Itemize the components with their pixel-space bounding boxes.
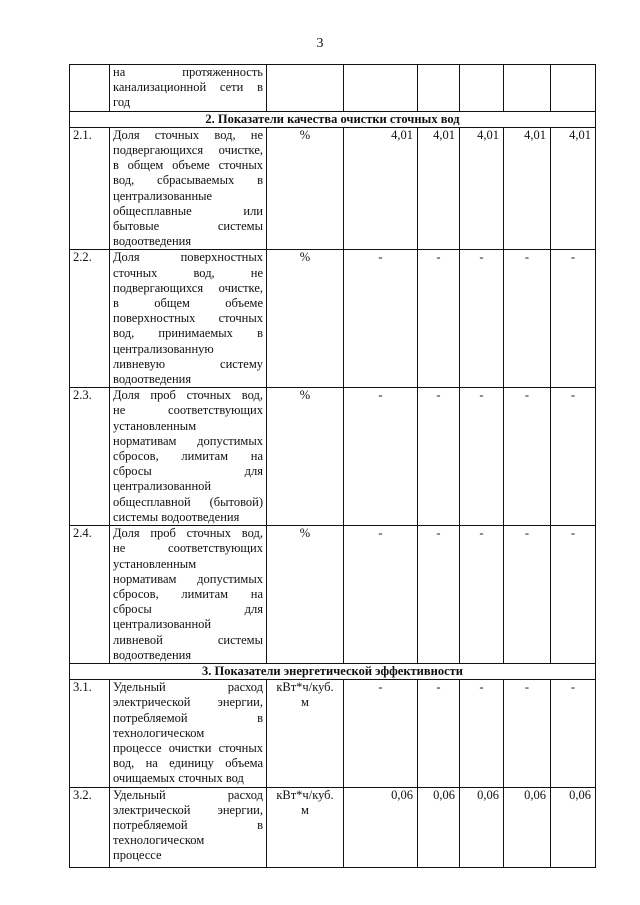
row-value bbox=[504, 65, 551, 112]
table-row bbox=[70, 127, 596, 250]
row-number: 2.3. bbox=[70, 388, 110, 526]
row-number: 3.2. bbox=[70, 787, 110, 867]
desc-line: вод, сбрасываемых в bbox=[113, 173, 263, 188]
row-value: - bbox=[418, 680, 460, 787]
row-value: 0,06 bbox=[551, 787, 596, 867]
section-title: 3. Показатели энергетической эффективности bbox=[70, 663, 596, 679]
page-number: 3 bbox=[316, 36, 324, 51]
row-description bbox=[110, 65, 267, 112]
desc-line: сбросы для bbox=[113, 464, 263, 479]
row-value: 0,06 bbox=[344, 787, 418, 867]
row-unit: % bbox=[267, 388, 344, 526]
row-unit: % bbox=[267, 127, 344, 250]
row-value bbox=[551, 65, 596, 112]
desc-line: сбросы для bbox=[113, 602, 263, 617]
row-number: 3.1. bbox=[70, 680, 110, 787]
row-number bbox=[70, 65, 110, 112]
desc-line: ливневую систему bbox=[113, 356, 263, 371]
table-row bbox=[70, 680, 596, 787]
desc-line: очищаемых сточных вод bbox=[113, 771, 244, 786]
row-value: - bbox=[460, 388, 504, 526]
unit-line: м bbox=[301, 695, 309, 710]
desc-line: вод, принимаемых в bbox=[113, 326, 263, 341]
row-description bbox=[110, 680, 267, 787]
row-unit: % bbox=[267, 526, 344, 664]
row-value: 0,06 bbox=[460, 787, 504, 867]
row-description bbox=[110, 250, 267, 388]
desc-line: год bbox=[113, 95, 131, 110]
row-value: 4,01 bbox=[504, 127, 551, 250]
unit-line: м bbox=[301, 802, 309, 817]
desc-line: централизованную bbox=[113, 341, 214, 356]
desc-line: ливневой системы bbox=[113, 632, 263, 647]
indicators-table bbox=[69, 64, 596, 868]
row-value bbox=[418, 65, 460, 112]
row-value: - bbox=[551, 250, 596, 388]
row-unit bbox=[267, 680, 344, 787]
desc-line: централизованной bbox=[113, 479, 212, 494]
row-description bbox=[110, 787, 267, 867]
desc-line: водоотведения bbox=[113, 372, 192, 387]
desc-line: на протяженность bbox=[113, 65, 263, 79]
desc-line: Доля проб сточных вод, bbox=[113, 388, 263, 403]
desc-line: подвергающихся очистке, bbox=[113, 143, 263, 158]
desc-line: не соответствующих bbox=[113, 541, 263, 556]
desc-line: вод, на единицу объема bbox=[113, 756, 263, 771]
desc-line: потребляемой в bbox=[113, 817, 263, 832]
row-value: - bbox=[418, 526, 460, 664]
row-value bbox=[460, 65, 504, 112]
section-header-row bbox=[70, 111, 596, 127]
desc-line: в общем объеме сточных bbox=[113, 158, 263, 173]
desc-line: централизованной bbox=[113, 617, 212, 632]
row-value: - bbox=[460, 526, 504, 664]
desc-line: Удельный расход bbox=[113, 680, 263, 695]
row-value: - bbox=[344, 680, 418, 787]
desc-line: нормативам допустимых bbox=[113, 433, 263, 448]
desc-line: Доля проб сточных вод, bbox=[113, 526, 263, 541]
row-number: 2.2. bbox=[70, 250, 110, 388]
desc-line: сточных вод, не bbox=[113, 265, 263, 280]
row-description bbox=[110, 526, 267, 664]
row-value: - bbox=[418, 388, 460, 526]
row-value: - bbox=[344, 388, 418, 526]
desc-line: Доля сточных вод, не bbox=[113, 127, 263, 142]
desc-line: процессе очистки сточных bbox=[113, 740, 263, 755]
desc-line: электрической энергии, bbox=[113, 695, 263, 710]
row-number: 2.4. bbox=[70, 526, 110, 664]
unit-line: кВт*ч/куб. bbox=[276, 680, 334, 695]
row-value: 4,01 bbox=[344, 127, 418, 250]
row-number: 2.1. bbox=[70, 127, 110, 250]
desc-line: канализационной сети в bbox=[113, 80, 263, 95]
row-value: 4,01 bbox=[418, 127, 460, 250]
section-title: 2. Показатели качества очистки сточных вод bbox=[70, 111, 596, 127]
desc-line: сбросов, лимитам на bbox=[113, 449, 263, 464]
desc-line: системы водоотведения bbox=[113, 509, 240, 524]
desc-line: общесплавные или bbox=[113, 203, 263, 218]
desc-line: общесплавной (бытовой) bbox=[113, 494, 263, 509]
row-unit bbox=[267, 787, 344, 867]
desc-line: Доля поверхностных bbox=[113, 250, 263, 265]
row-value: - bbox=[344, 526, 418, 664]
desc-line: подвергающихся очистке, bbox=[113, 280, 263, 295]
desc-line: водоотведения bbox=[113, 647, 192, 662]
row-value: - bbox=[460, 250, 504, 388]
desc-line: электрической энергии, bbox=[113, 802, 263, 817]
row-value: - bbox=[504, 526, 551, 664]
row-value: - bbox=[460, 680, 504, 787]
desc-line: потребляемой в bbox=[113, 710, 263, 725]
table-row bbox=[70, 65, 596, 112]
desc-line: бытовые системы bbox=[113, 219, 263, 234]
desc-line: сбросов, лимитам на bbox=[113, 586, 263, 601]
row-value: - bbox=[504, 250, 551, 388]
desc-line: не соответствующих bbox=[113, 403, 263, 418]
row-value: - bbox=[504, 680, 551, 787]
desc-line: в общем объеме bbox=[113, 296, 263, 311]
row-value bbox=[344, 65, 418, 112]
desc-line: централизованные bbox=[113, 188, 213, 203]
row-value: 4,01 bbox=[551, 127, 596, 250]
row-value: 0,06 bbox=[504, 787, 551, 867]
row-unit: % bbox=[267, 250, 344, 388]
desc-line: Удельный расход bbox=[113, 787, 263, 802]
table-row bbox=[70, 250, 596, 388]
row-description bbox=[110, 388, 267, 526]
desc-line: технологическом bbox=[113, 725, 205, 740]
section-header-row bbox=[70, 663, 596, 679]
row-value: - bbox=[551, 680, 596, 787]
desc-line: установленным bbox=[113, 418, 197, 433]
desc-line: водоотведения bbox=[113, 234, 192, 249]
row-value: - bbox=[504, 388, 551, 526]
row-value: - bbox=[551, 388, 596, 526]
desc-line: нормативам допустимых bbox=[113, 571, 263, 586]
desc-line: технологическом bbox=[113, 833, 205, 848]
row-value: - bbox=[551, 526, 596, 664]
desc-line: поверхностных сточных bbox=[113, 311, 263, 326]
row-unit bbox=[267, 65, 344, 112]
row-description bbox=[110, 127, 267, 250]
row-value: - bbox=[418, 250, 460, 388]
row-value: - bbox=[344, 250, 418, 388]
row-value: 0,06 bbox=[418, 787, 460, 867]
table-row bbox=[70, 526, 596, 664]
unit-line: кВт*ч/куб. bbox=[276, 787, 334, 802]
table-row bbox=[70, 388, 596, 526]
row-value: 4,01 bbox=[460, 127, 504, 250]
desc-line: процессе bbox=[113, 848, 162, 863]
desc-line: установленным bbox=[113, 556, 197, 571]
table-row bbox=[70, 787, 596, 867]
